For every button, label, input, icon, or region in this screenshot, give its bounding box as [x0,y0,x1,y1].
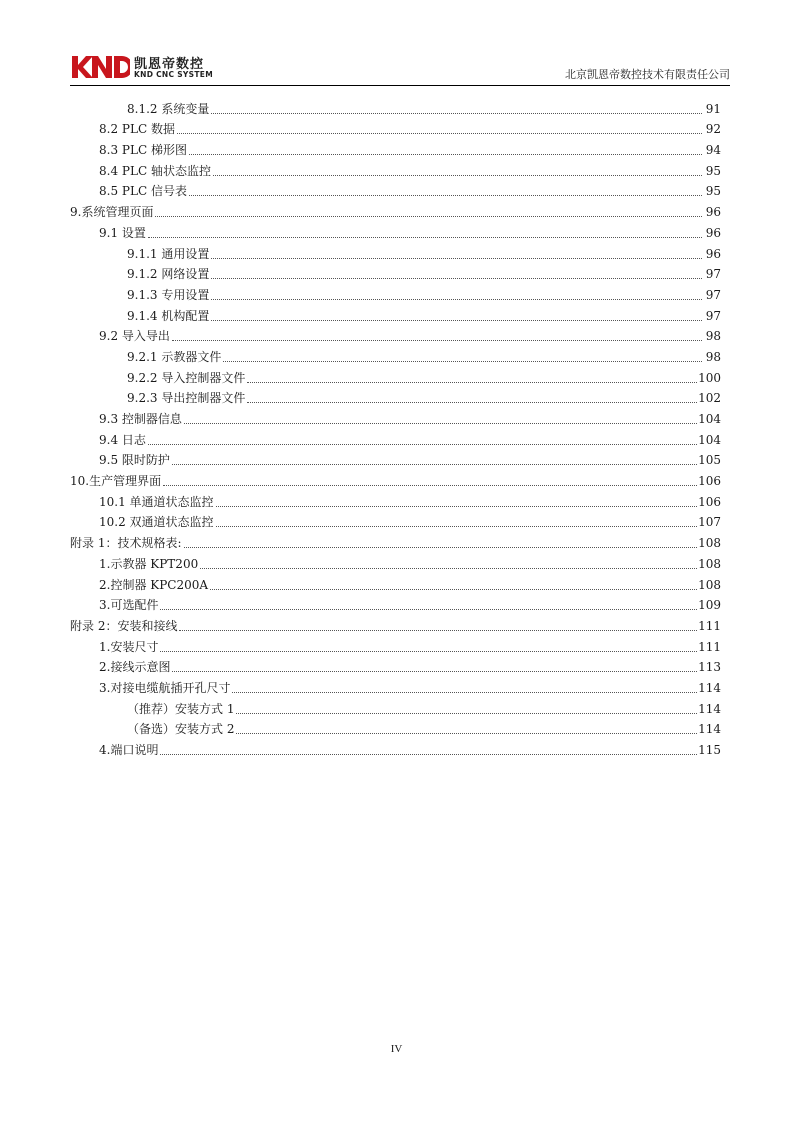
toc-entry-title: 9.5 限时防护 [99,453,170,468]
toc-entry-page: 96 [705,205,721,220]
toc-entry-page: 97 [705,287,721,302]
toc-entry-page: 94 [705,143,721,158]
dot-leader [236,712,697,714]
toc-entry-title: 9.3 控制器信息 [99,412,182,426]
toc-entry-page: 92 [705,122,721,137]
toc-entry[interactable] [70,344,721,365]
toc-entry-title: 9.2.3 导出控制器文件 [127,391,246,406]
dot-leader [172,670,697,672]
toc-entry-page: 111 [698,639,721,654]
toc-entry-page: 114 [698,680,721,695]
toc-entry-page: 115 [698,743,721,757]
dot-leader [172,339,702,341]
toc-entry-page: 108 [698,556,721,571]
toc-entry-title: 8.5 PLC 信号表 [99,184,187,199]
toc-entry-title: 3.对接电缆航插开孔尺寸 [99,680,231,695]
toc-entry[interactable] [70,572,721,593]
toc-entry-title: 9.1.1 通用设置 [127,246,210,261]
toc-entry-page: 106 [698,494,721,509]
dot-leader [247,381,697,383]
toc-entry[interactable] [70,655,721,676]
toc-entry-title: 9.1.2 网络设置 [127,267,210,282]
toc-entry[interactable] [70,241,721,262]
header-divider [70,85,730,86]
toc-entry[interactable] [70,551,721,572]
dot-leader [211,319,702,321]
toc-entry-title: 9.4 日志 [99,432,146,447]
toc-entry-page: 114 [698,722,721,737]
toc-entry-page: 96 [705,246,721,261]
toc-entry[interactable] [70,158,721,179]
toc-entry-title: 8.2 PLC 数据 [99,122,175,137]
toc-entry-page: 109 [698,598,721,613]
toc-entry-title: 9.1 设置 [99,225,146,240]
dot-leader [184,422,697,424]
toc-entry[interactable] [70,427,721,448]
toc-entry[interactable] [70,510,721,531]
toc-entry[interactable] [70,96,721,117]
toc-entry-title: 9.1.3 专用设置 [127,287,210,302]
dot-leader [216,505,698,507]
dot-leader [184,546,698,548]
dot-leader [172,463,697,465]
toc-entry-title: 8.1.2 系统变量 [127,101,210,116]
toc-entry[interactable] [70,613,721,634]
toc-entry-page: 97 [705,267,721,282]
dot-leader [148,443,697,445]
toc-entry[interactable] [70,220,721,241]
toc-entry-page: 95 [705,184,721,199]
toc-entry-title: 9.1.4 机构配置 [127,308,210,323]
dot-leader [211,277,702,279]
toc-entry-page: 114 [698,701,721,716]
toc-entry-title: 2.控制器 KPC200A [99,577,209,592]
company-name: 北京凯恩帝数控技术有限责任公司 [565,68,730,81]
dot-leader [223,360,702,362]
toc-entry[interactable] [70,634,721,655]
toc-entry-title: 3.可选配件 [99,598,159,613]
toc-entry-page: 104 [698,412,721,426]
toc-entry-title: 8.4 PLC 轴状态监控 [99,163,211,178]
knd-logo [70,54,130,80]
toc-entry-title: （备选）安装方式 2 [127,722,235,737]
toc-entry[interactable] [70,282,721,303]
toc-entry-title: 1.示教器 KPT200 [99,556,199,571]
toc-entry-title: 8.3 PLC 梯形图 [99,143,187,158]
toc-entry[interactable] [70,303,721,324]
toc-entry-page: 102 [698,391,721,406]
toc-entry-title: 4.端口说明 [99,743,159,757]
toc-entry[interactable] [70,324,721,345]
dot-leader [236,732,697,734]
toc-entry-page: 96 [705,225,721,240]
table-of-contents [70,96,721,758]
toc-entry-page: 98 [705,349,721,364]
toc-entry[interactable] [70,365,721,386]
dot-leader [210,588,697,590]
dot-leader [189,194,702,196]
toc-entry[interactable] [70,386,721,407]
dot-leader [232,691,697,693]
dot-leader [160,650,697,652]
toc-entry[interactable] [70,530,721,551]
toc-entry-title: 10.生产管理界面 [70,474,162,489]
toc-entry-page: 113 [698,660,721,675]
toc-entry-page: 97 [705,308,721,323]
toc-entry-title: 2.接线示意图 [99,660,171,675]
dot-leader [216,525,698,527]
toc-entry[interactable] [70,406,721,427]
toc-entry-page: 108 [698,577,721,592]
toc-entry[interactable] [70,262,721,283]
dot-leader [247,401,697,403]
toc-entry[interactable] [70,179,721,200]
dot-leader [160,753,697,755]
toc-entry-page: 98 [705,329,721,344]
toc-entry[interactable] [70,117,721,138]
dot-leader [177,132,702,134]
toc-entry-title: （推荐）安装方式 1 [127,701,235,716]
toc-entry-page: 105 [698,453,721,468]
toc-entry-page: 106 [698,474,721,489]
toc-entry[interactable] [70,593,721,614]
toc-entry[interactable] [70,696,721,717]
toc-entry-page: 95 [705,163,721,178]
toc-entry[interactable] [70,448,721,469]
toc-entry-title: 10.2 双通道状态监控 [99,515,214,530]
toc-entry-title: 附录 1：技术规格表: [70,536,182,551]
page-number: IV [390,1043,403,1055]
dot-leader [213,174,702,176]
toc-entry-page: 100 [698,370,721,385]
dot-leader [155,215,702,217]
toc-entry-page: 104 [698,432,721,447]
dot-leader [211,298,702,300]
toc-entry-page: 107 [698,515,721,530]
brand-english-name: KND CNC SYSTEM [134,70,213,79]
dot-leader [179,629,697,631]
dot-leader [148,236,702,238]
toc-entry[interactable] [70,717,721,738]
toc-entry[interactable] [70,199,721,220]
toc-entry-title: 9.系统管理页面 [70,205,154,220]
dot-leader [211,257,702,259]
toc-entry[interactable] [70,737,721,758]
toc-entry-title: 附录 2：安装和接线 [70,618,178,633]
toc-entry[interactable] [70,468,721,489]
dot-leader [189,153,702,155]
page-header [70,52,730,84]
toc-entry-page: 91 [705,101,721,116]
toc-entry[interactable] [70,675,721,696]
toc-entry-title: 9.2.1 示教器文件 [127,349,222,364]
dot-leader [211,112,702,114]
dot-leader [200,567,697,569]
dot-leader [160,608,697,610]
toc-entry-title: 9.2 导入导出 [99,329,170,344]
toc-entry[interactable] [70,137,721,158]
toc-entry[interactable] [70,489,721,510]
toc-entry-page: 111 [698,618,721,633]
toc-entry-title: 9.2.2 导入控制器文件 [127,370,246,385]
toc-entry-page: 108 [698,536,721,551]
brand-chinese-name: 凯恩帝数控 [134,57,205,72]
toc-entry-title: 10.1 单通道状态监控 [99,494,214,509]
toc-entry-title: 1.安装尺寸 [99,639,159,654]
dot-leader [163,484,697,486]
